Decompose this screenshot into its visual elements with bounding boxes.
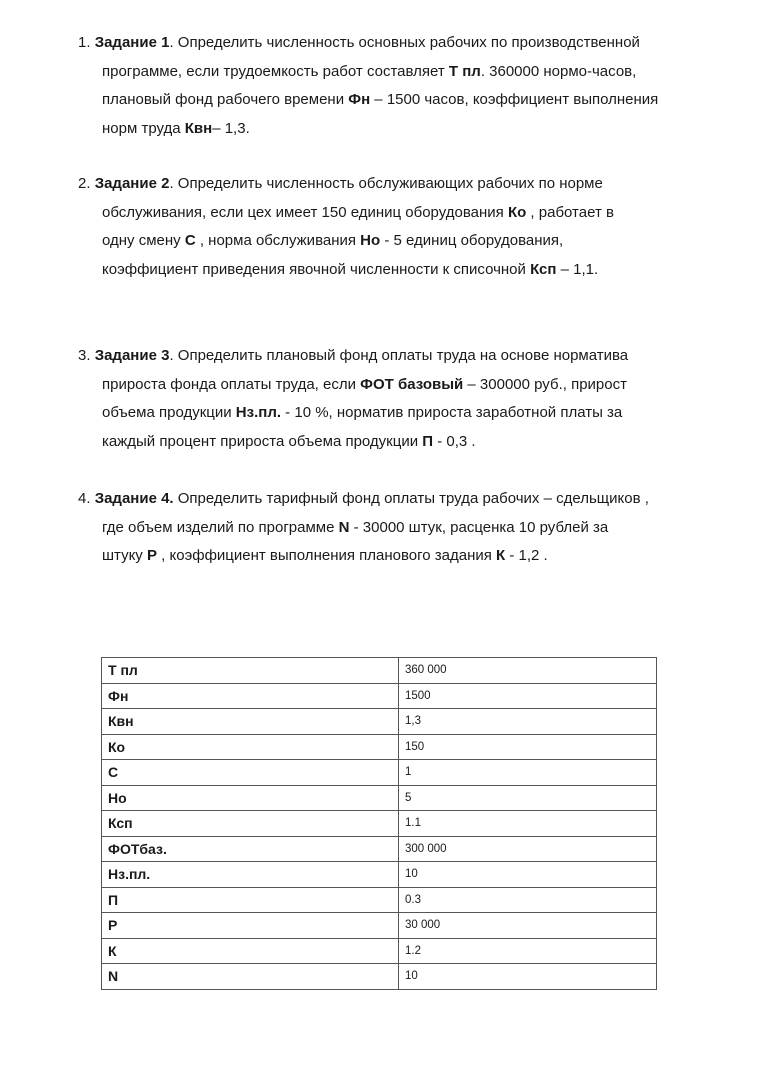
variable-symbol: Нз.пл. (235, 404, 282, 421)
row-label: С (102, 760, 399, 786)
row-value: 10 (399, 862, 657, 888)
table-row (102, 811, 657, 837)
variable-symbol: N (338, 518, 350, 536)
task-1 (78, 29, 728, 143)
row-label: N (102, 964, 399, 990)
task-line: прироста фонда оплаты труда, если ФОТ базовый – 300000 руб., прирост (102, 375, 627, 393)
table-row (102, 964, 657, 990)
task-line: коэффициент приведения явочной численности к списочной Ксп – 1,1. (102, 260, 599, 278)
task-line: обслуживания, если цех имеет 150 единиц оборудования Ко , работает в (102, 203, 614, 221)
table-row (102, 887, 657, 913)
row-value: 1500 (399, 683, 657, 709)
task-line: объема продукции Нз.пл. - 10 %, норматив прироста заработной платы за (102, 404, 623, 421)
row-label: Ко (102, 734, 399, 760)
variable-symbol: Квн (184, 119, 213, 137)
variable-symbol: Фн (348, 91, 371, 108)
row-label: ФОТбаз. (102, 836, 399, 862)
variable-symbol: С (184, 232, 196, 249)
row-value: 10 (399, 964, 657, 990)
task-line: 3. Задание 3. Определить плановый фонд оплаты труда на основе норматива (78, 347, 629, 364)
table-row (102, 709, 657, 735)
task-line: 4. Задание 4. Определить тарифный фонд оплаты труда рабочих – сдельщиков , (78, 490, 649, 507)
row-label: Но (102, 785, 399, 811)
table-row (102, 862, 657, 888)
row-value: 300 000 (399, 836, 657, 862)
task-heading: Задание 2 (94, 175, 170, 192)
variable-symbol: Но (360, 232, 381, 249)
row-value: 5 (399, 785, 657, 811)
variable-symbol: Р (146, 547, 157, 564)
table-row (102, 913, 657, 939)
variable-symbol: К (496, 547, 506, 564)
task-line: 2. Задание 2. Определить численность обслуживающих рабочих по норме (78, 175, 603, 192)
table-row (102, 734, 657, 760)
variable-symbol: ФОТ базовый (360, 375, 464, 393)
task-3 (78, 342, 728, 456)
task-line: плановый фонд рабочего времени Фн – 1500 часов, коэффициент выполнения (102, 91, 659, 108)
row-value: 360 000 (399, 658, 657, 684)
row-label: Фн (102, 683, 399, 709)
table-row (102, 836, 657, 862)
variable-symbol: Т пл (448, 62, 481, 80)
variable-symbol: П (422, 432, 434, 450)
task-heading: Задание 4. (94, 490, 174, 507)
row-label: П (102, 887, 399, 913)
row-label: К (102, 938, 399, 964)
row-value: 1.2 (399, 938, 657, 964)
table-row (102, 785, 657, 811)
table-row (102, 760, 657, 786)
row-label: Квн (102, 709, 399, 735)
row-label: Ксп (102, 811, 399, 837)
data-table (101, 657, 657, 990)
task-heading: Задание 3 (94, 347, 170, 364)
table-row (102, 938, 657, 964)
table-row (102, 683, 657, 709)
task-line: одну смену С , норма обслуживания Но - 5 единиц оборудования, (102, 232, 564, 249)
row-value: 1 (399, 760, 657, 786)
task-heading: Задание 1 (94, 34, 170, 51)
task-line: 1. Задание 1. Определить численность основных рабочих по производственной (78, 34, 640, 51)
task-line: норм труда Квн– 1,3. (102, 119, 250, 137)
task-line: штуку Р , коэффициент выполнения планового задания К - 1,2 . (102, 547, 548, 564)
task-2 (78, 170, 728, 284)
task-line: каждый процент прироста объема продукции П - 0,3 . (102, 432, 476, 450)
variable-symbol: Ко (507, 203, 527, 221)
row-value: 150 (399, 734, 657, 760)
row-label: Р (102, 913, 399, 939)
row-value: 1.1 (399, 811, 657, 837)
variable-symbol: Ксп (530, 260, 557, 278)
row-label: Нз.пл. (102, 862, 399, 888)
row-value: 1,3 (399, 709, 657, 735)
task-line: программе, если трудоемкость работ составляет Т пл. 360000 нормо-часов, (102, 62, 637, 80)
task-4 (78, 485, 728, 571)
row-value: 0.3 (399, 887, 657, 913)
task-line: где объем изделий по программе N - 30000 штук, расценка 10 рублей за (102, 518, 609, 536)
table-row (102, 658, 657, 684)
row-value: 30 000 (399, 913, 657, 939)
row-label: Т пл (102, 658, 399, 684)
